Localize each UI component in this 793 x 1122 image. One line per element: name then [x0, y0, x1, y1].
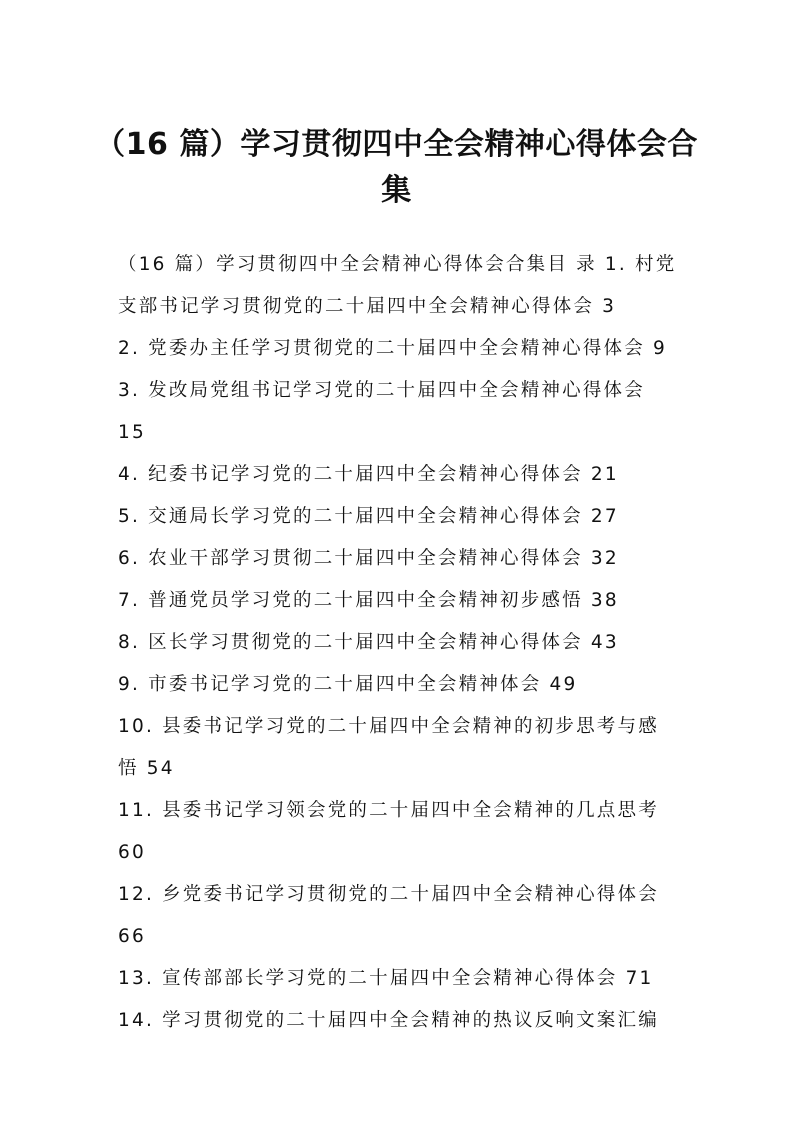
toc-line: 5. 交通局长学习党的二十届四中全会精神心得体会 27 — [118, 506, 619, 527]
toc-line: 60 — [118, 842, 146, 863]
toc-line: 2. 党委办主任学习贯彻党的二十届四中全会精神心得体会 9 — [118, 338, 667, 359]
toc-line: 6. 农业干部学习贯彻二十届四中全会精神心得体会 32 — [118, 548, 619, 569]
table-of-contents — [118, 244, 678, 1042]
toc-line: 悟 54 — [118, 758, 175, 779]
toc-line: 11. 县委书记学习领会党的二十届四中全会精神的几点思考 — [118, 800, 659, 821]
toc-line: 15 — [118, 422, 146, 443]
title-line-2: 集 — [381, 173, 412, 208]
toc-line: 4. 纪委书记学习党的二十届四中全会精神心得体会 21 — [118, 464, 619, 485]
toc-line: （16 篇）学习贯彻四中全会精神心得体会合集目 录 1. 村党 — [118, 254, 677, 275]
toc-line: 支部书记学习贯彻党的二十届四中全会精神心得体会 3 — [118, 296, 617, 317]
toc-line: 66 — [118, 926, 146, 947]
toc-line: 3. 发改局党组书记学习党的二十届四中全会精神心得体会 — [118, 380, 645, 401]
document-title — [90, 122, 703, 214]
toc-line: 9. 市委书记学习党的二十届四中全会精神体会 49 — [118, 674, 578, 695]
title-line-1: （16 篇）学习贯彻四中全会精神心得体会合 — [95, 127, 698, 162]
toc-line: 10. 县委书记学习党的二十届四中全会精神的初步思考与感 — [118, 716, 659, 737]
toc-line: 14. 学习贯彻党的二十届四中全会精神的热议反响文案汇编 — [118, 1010, 659, 1031]
toc-line: 12. 乡党委书记学习贯彻党的二十届四中全会精神心得体会 — [118, 884, 659, 905]
toc-line: 13. 宣传部部长学习党的二十届四中全会精神心得体会 71 — [118, 968, 654, 989]
toc-line: 8. 区长学习贯彻党的二十届四中全会精神心得体会 43 — [118, 632, 619, 653]
toc-line: 7. 普通党员学习党的二十届四中全会精神初步感悟 38 — [118, 590, 619, 611]
